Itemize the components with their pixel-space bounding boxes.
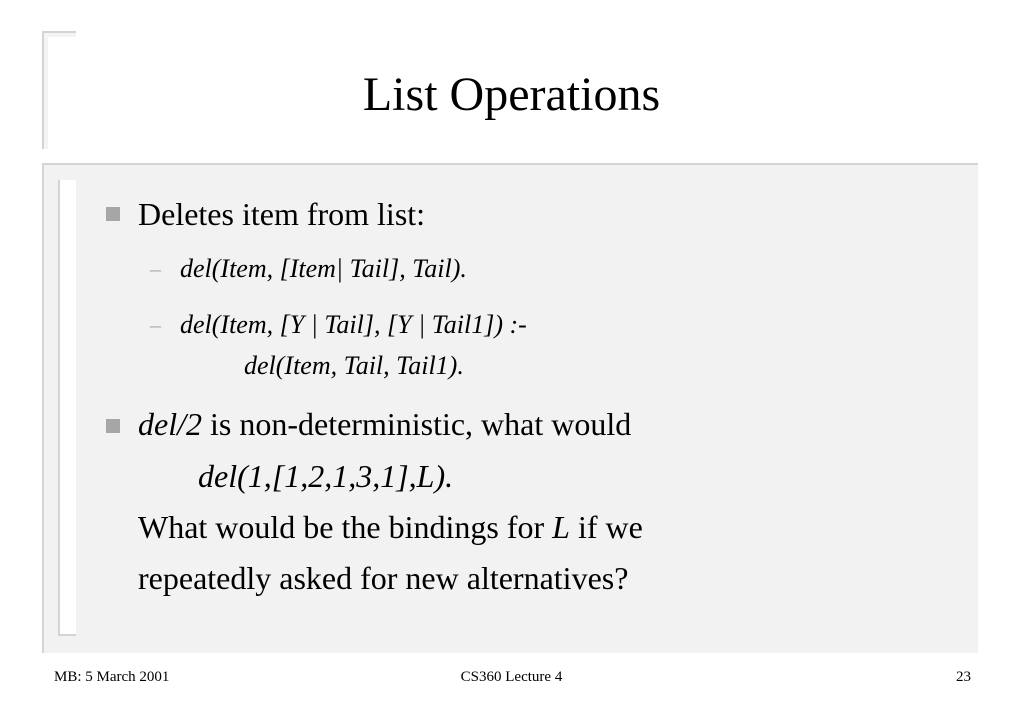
bullet-2-query <box>198 456 453 496</box>
content-panel-bar <box>58 180 76 636</box>
footer-course: CS360 Lecture 4 <box>460 669 563 685</box>
bullet-2-line-3 <box>138 507 643 547</box>
sub-bullet-1 <box>180 252 467 286</box>
footer-page-number: 23 <box>956 669 971 685</box>
query-code: del(1,[1,2,1,3,1],L). <box>198 458 454 494</box>
code-clause-2-body: del(Item, Tail, Tail1). <box>244 351 464 380</box>
footer-date: MB: 5 March 2001 <box>54 669 170 685</box>
bullet-1-text: Deletes item from list: <box>138 196 426 232</box>
line-3-start: What would be the bindings for <box>138 509 553 545</box>
bullet-2-line-4: repeatedly asked for new alternatives? <box>138 560 629 596</box>
line-3-end: if we <box>569 509 643 545</box>
slide-title: List Operations <box>362 68 661 121</box>
bullet-2-rest: is non-deterministic, what would <box>201 406 632 442</box>
sub-bullet-2 <box>180 308 527 342</box>
bullet-square-icon <box>106 419 120 433</box>
code-clause-1: del(Item, [Item| Tail], Tail). <box>180 254 467 283</box>
dash-icon: – <box>150 256 161 281</box>
sub-bullet-2-continuation <box>244 349 464 383</box>
variable-l: L <box>552 509 570 545</box>
term-del2: del/2 <box>138 406 202 442</box>
bullet-2-line-1 <box>138 404 631 444</box>
dash-icon: – <box>150 312 161 337</box>
code-clause-2-head: del(Item, [Y | Tail], [Y | Tail1]) :- <box>180 310 527 339</box>
bullet-square-icon <box>106 207 120 221</box>
